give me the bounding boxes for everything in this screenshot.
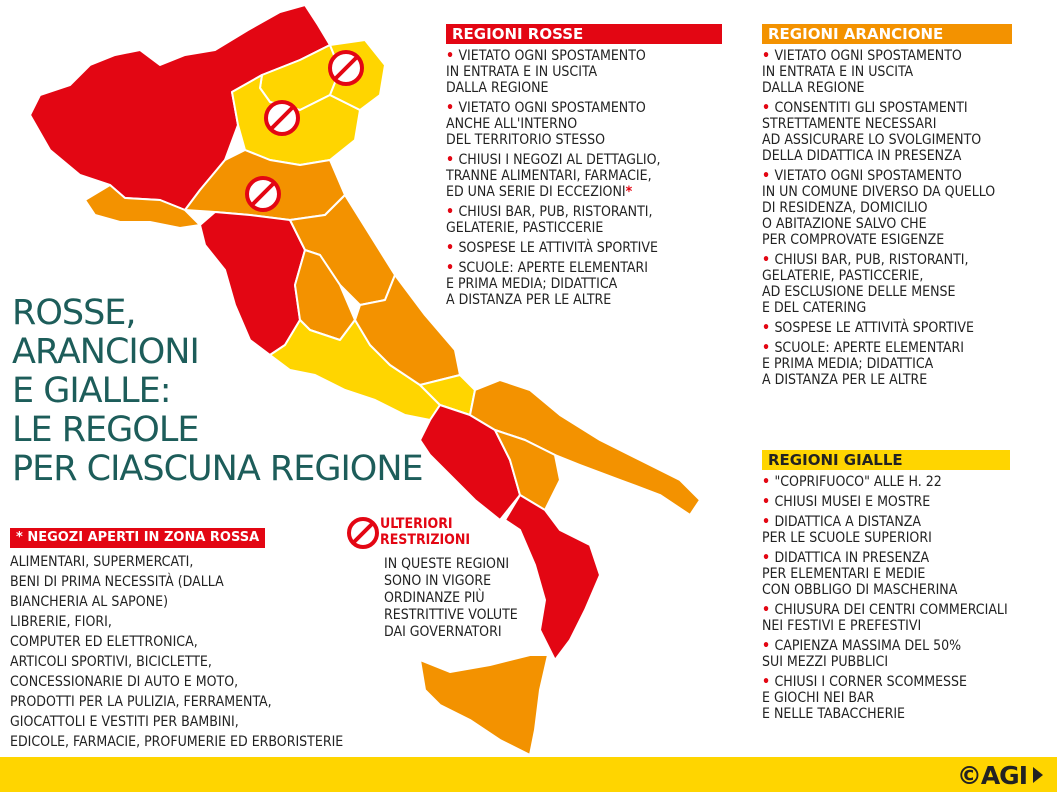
- list-item: [762, 474, 1057, 490]
- list-item-text: CHIUSI I CORNER SCOMMESSE E GIOCHI NEI BAR E NELLE TABACCHERIE: [762, 674, 968, 722]
- bullet-icon: •: [446, 204, 459, 220]
- list-item-text: SOSPESE LE ATTIVITÀ SPORTIVE: [458, 240, 658, 256]
- list-item-text: CHIUSI MUSEI E MOSTRE: [774, 494, 931, 510]
- list-item: [446, 48, 736, 96]
- list-item-text: CHIUSI BAR, PUB, RISTORANTI, GELATERIE, PASTICCERIE, AD ESCLUSIONE DELLE MENSE E DEL CATERING: [762, 252, 969, 316]
- panel-regioni-rosse: [446, 24, 736, 312]
- list-item: [762, 100, 1057, 164]
- bullet-icon: •: [762, 674, 775, 690]
- bullet-icon: •: [762, 252, 775, 268]
- list-item-text: VIETATO OGNI SPOSTAMENTO IN ENTRATA E IN USCITA DALLA REGIONE: [446, 48, 646, 96]
- list-item-text: CHIUSURA DEI CENTRI COMMERCIALI NEI FESTIVI E PREFESTIVI: [762, 602, 1008, 634]
- bullet-icon: •: [762, 48, 775, 64]
- list-item: [762, 550, 1057, 598]
- title-line: LE REGOLE: [12, 410, 199, 450]
- title-line: PER CIASCUNA REGIONE: [12, 449, 423, 489]
- panel-negozi-aperti: [10, 526, 430, 754]
- list-item-text: VIETATO OGNI SPOSTAMENTO IN ENTRATA E IN USCITA DALLA REGIONE: [762, 48, 962, 96]
- no-entry-icon: [330, 52, 362, 84]
- page-title: [12, 294, 432, 489]
- agi-logo: ©AGI: [956, 761, 1027, 790]
- list-regioni-rosse: [446, 48, 736, 308]
- header-negozi-aperti: * NEGOZI APERTI IN ZONA ROSSA: [10, 528, 265, 548]
- ulteriori-title-line1: ULTERIORI: [380, 516, 453, 532]
- ulteriori-title-line2: RESTRIZIONI: [380, 532, 471, 548]
- list-item: BIANCHERIA AL SAPONE): [10, 594, 168, 610]
- bullet-icon: •: [762, 100, 775, 116]
- bullet-icon: •: [762, 168, 775, 184]
- list-item: [762, 320, 1057, 336]
- list-item: [762, 168, 1057, 248]
- list-item: EDICOLE, FARMACIE, PROFUMERIE ED ERBORISTERIE: [10, 734, 344, 750]
- panel-regioni-gialle: [762, 450, 1057, 726]
- list-item: [762, 638, 1057, 670]
- bullet-icon: •: [446, 152, 459, 168]
- bullet-icon: •: [762, 474, 775, 490]
- list-item: [446, 240, 736, 256]
- title-line: ARANCIONI: [12, 332, 199, 372]
- header-regioni-arancione: REGIONI ARANCIONE: [762, 24, 1012, 44]
- list-item: CONCESSIONARIE DI AUTO E MOTO,: [10, 674, 239, 690]
- list-item: [762, 514, 1057, 546]
- ulteriori-text: IN QUESTE REGIONI SONO IN VIGORE ORDINANZE PIÙ RESTRITTIVE VOLUTE DAI GOVERNATORI: [384, 556, 518, 640]
- list-item: [762, 602, 1057, 634]
- list-item-text: VIETATO OGNI SPOSTAMENTO ANCHE ALL'INTERNO DEL TERRITORIO STESSO: [446, 100, 646, 148]
- bullet-icon: •: [446, 100, 459, 116]
- list-item-text: DIDATTICA A DISTANZA PER LE SCUOLE SUPERIORI: [762, 514, 932, 546]
- list-regioni-gialle: [762, 474, 1057, 722]
- bullet-icon: •: [762, 638, 775, 654]
- list-item-text: CHIUSI BAR, PUB, RISTORANTI, GELATERIE, PASTICCERIE: [446, 204, 653, 236]
- list-item-text: SCUOLE: APERTE ELEMENTARI E PRIMA MEDIA; DIDATTICA A DISTANZA PER LE ALTRE: [446, 260, 648, 308]
- list-item: [762, 252, 1057, 316]
- no-entry-icon: [247, 178, 279, 210]
- list-item-text: CONSENTITI GLI SPOSTAMENTI STRETTAMENTE NECESSARI AD ASSICURARE LO SVOLGIMENTO DELLA DIDATTICA IN PRESENZA: [762, 100, 982, 164]
- list-item: [446, 100, 736, 148]
- list-item: GIOCATTOLI E VESTITI PER BAMBINI,: [10, 714, 239, 730]
- arrow-icon: [1033, 767, 1043, 783]
- list-item-text: VIETATO OGNI SPOSTAMENTO IN UN COMUNE DIVERSO DA QUELLO DI RESIDENZA, DOMICILIO O ABITAZIONE SALVO CHE PER COMPROVATE ESIGENZE: [762, 168, 996, 248]
- bullet-icon: •: [762, 550, 775, 566]
- list-item: [762, 494, 1057, 510]
- bullet-icon: •: [762, 494, 775, 510]
- bullet-icon: •: [762, 602, 775, 618]
- header-regioni-rosse: REGIONI ROSSE: [446, 24, 722, 44]
- bullet-icon: •: [762, 514, 775, 530]
- map-region-sicilia: [420, 655, 548, 755]
- title-line: E GIALLE:: [12, 371, 171, 411]
- list-item-text: DIDATTICA IN PRESENZA PER ELEMENTARI E MEDIE CON OBBLIGO DI MASCHERINA: [762, 550, 958, 598]
- bullet-icon: •: [446, 48, 459, 64]
- list-item: ALIMENTARI, SUPERMERCATI,: [10, 554, 194, 570]
- asterisk-mark: *: [625, 184, 633, 200]
- list-item-text: CHIUSI I NEGOZI AL DETTAGLIO, TRANNE ALIMENTARI, FARMACIE, ED UNA SERIE DI ECCEZIONI: [446, 152, 661, 200]
- bullet-icon: •: [446, 240, 459, 256]
- panel-regioni-arancione: [762, 24, 1057, 392]
- list-item-text: SOSPESE LE ATTIVITÀ SPORTIVE: [774, 320, 974, 336]
- list-item: [762, 674, 1057, 722]
- list-item: BENI DI PRIMA NECESSITÀ (DALLA: [10, 574, 224, 590]
- list-regioni-arancione: [762, 48, 1057, 388]
- bullet-icon: •: [762, 320, 775, 336]
- bullet-icon: •: [762, 340, 775, 356]
- header-regioni-gialle: REGIONI GIALLE: [762, 450, 1010, 470]
- no-entry-icon: [346, 516, 380, 550]
- list-negozi-aperti: [10, 554, 430, 750]
- list-item-text: "COPRIFUOCO" ALLE H. 22: [774, 474, 942, 490]
- list-item: COMPUTER ED ELETTRONICA,: [10, 634, 198, 650]
- list-item: [446, 204, 736, 236]
- list-item: LIBRERIE, FIORI,: [10, 614, 112, 630]
- list-item-text: CAPIENZA MASSIMA DEL 50% SUI MEZZI PUBBLICI: [762, 638, 962, 670]
- list-item: [446, 260, 736, 308]
- list-item: ARTICOLI SPORTIVI, BICICLETTE,: [10, 654, 212, 670]
- no-entry-icon: [266, 102, 298, 134]
- list-item: [446, 152, 736, 200]
- title-line: ROSSE,: [12, 293, 136, 333]
- bullet-icon: •: [446, 260, 459, 276]
- footer-bar: [0, 757, 1057, 792]
- list-item: [762, 48, 1057, 96]
- list-item: PRODOTTI PER LA PULIZIA, FERRAMENTA,: [10, 694, 272, 710]
- list-item-text: SCUOLE: APERTE ELEMENTARI E PRIMA MEDIA; DIDATTICA A DISTANZA PER LE ALTRE: [762, 340, 964, 388]
- list-item: [762, 340, 1057, 388]
